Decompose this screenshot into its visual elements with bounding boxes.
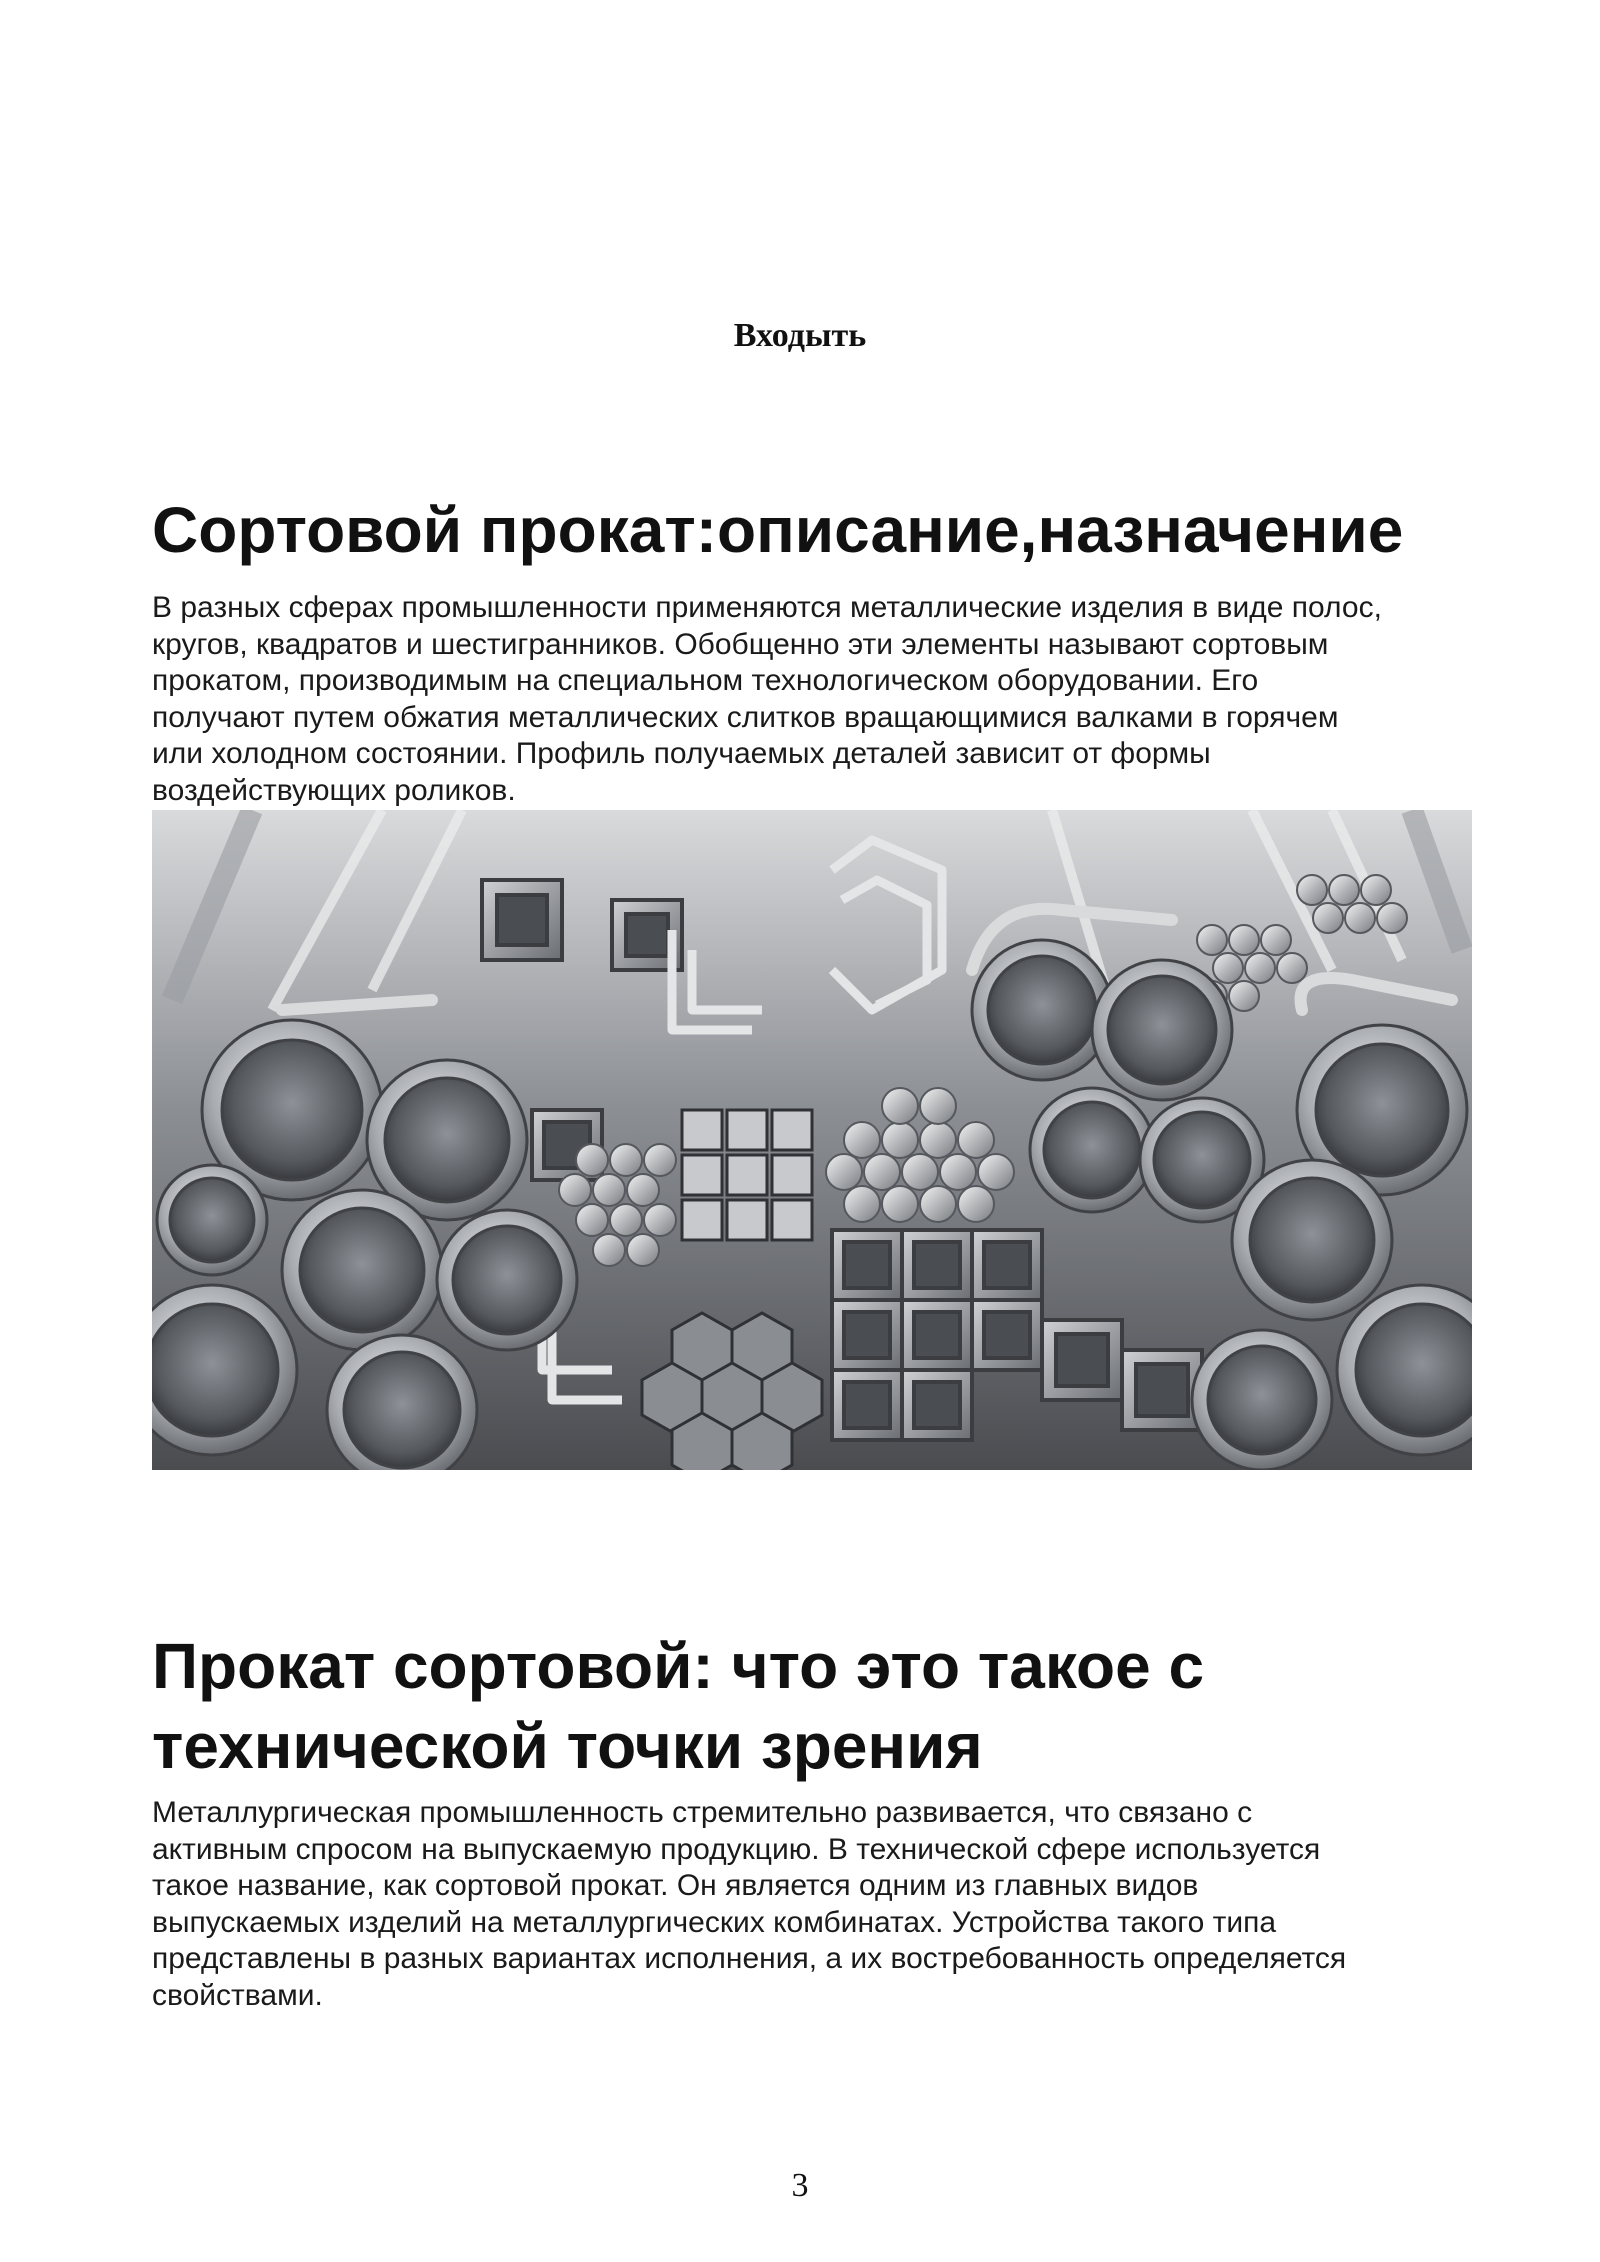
paragraph-line: такое название, как сортовой прокат. Он является одним из главных видов (152, 1869, 1199, 1902)
steel-products-illustration (152, 810, 1472, 1470)
paragraph-line: представлены в разных вариантах исполнения, а их востребованность определяется (152, 1942, 1347, 1975)
steel-products-photo (152, 810, 1472, 1470)
paragraph-line: свойствами. (152, 1978, 323, 2012)
page-number: 3 (791, 2167, 809, 2204)
paragraph-line: кругов, квадратов и шестигранников. Обобщенно эти элементы называют сортовым (152, 627, 1329, 661)
nav-link[interactable]: Входыть (733, 317, 867, 354)
section2-paragraph (152, 1795, 1492, 2014)
section1-title: Сортовой прокат:описание,назначение (152, 494, 1404, 566)
paragraph-line: В разных сферах промышленности применяются металлические изделия в виде полос, (152, 591, 1382, 624)
paragraph-line: или холодном состоянии. Профиль получаемых деталей зависит от формы (152, 737, 1211, 770)
paragraph-line: выпускаемых изделий на металлургических комбинатах. Устройства такого типа (152, 1905, 1277, 1939)
paragraph-line: воздействующих роликов. (152, 773, 516, 807)
section2-title (152, 1626, 1472, 1786)
title-line: технической точки зрения (152, 1710, 983, 1782)
section1-paragraph (152, 590, 1492, 809)
paragraph-line: Металлургическая промышленность стремительно развивается, что связано с (152, 1796, 1253, 1829)
title-line: Прокат сортовой: что это такое с (152, 1630, 1205, 1702)
paragraph-line: получают путем обжатия металлических слитков вращающимися валками в горячем (152, 700, 1339, 734)
paragraph-line: активным спросом на выпускаемую продукцию. В технической сфере используется (152, 1832, 1321, 1866)
paragraph-line: прокатом, производимым на специальном технологическом оборудовании. Его (152, 664, 1259, 697)
